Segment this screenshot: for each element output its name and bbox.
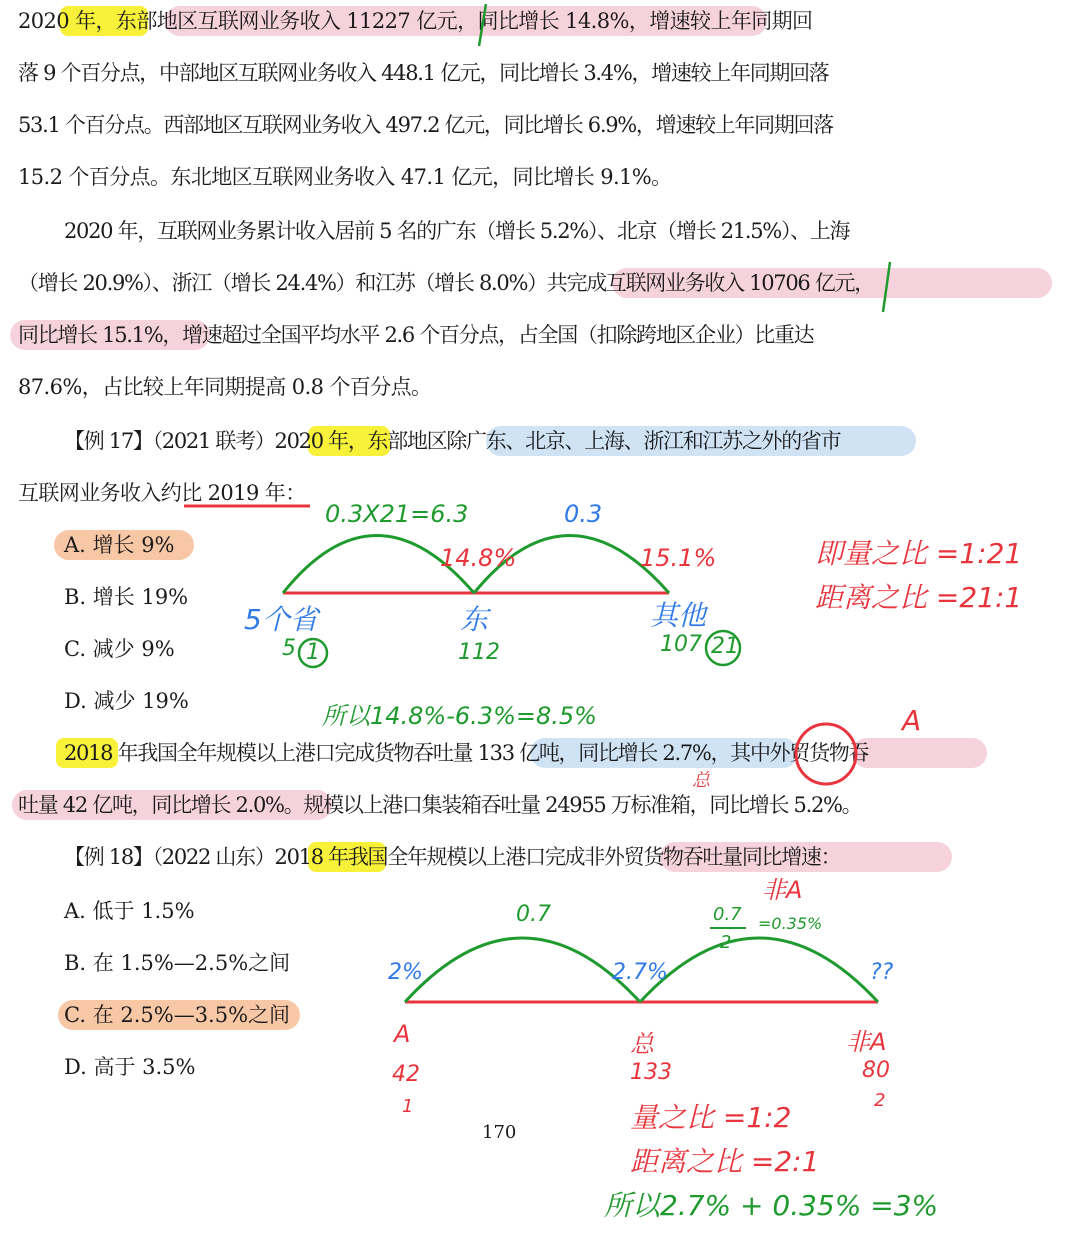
- comma-circle-mark: [796, 724, 856, 784]
- note-label-a: A: [394, 1020, 411, 1048]
- note-arc-right-17: 0.3: [564, 500, 603, 528]
- digit-slash-mark: [479, 4, 486, 46]
- text-line: 53.1 个百分点。西部地区互联网业务收入 497.2 亿元，同比增长 6.9%，增速较上年同期回落: [18, 113, 833, 137]
- option-a-17[interactable]: A. 增长 9%: [64, 533, 175, 557]
- note-value-others: 107: [660, 632, 702, 657]
- arc-right-18: [640, 938, 878, 1002]
- text-line: 2020 年，东部地区互联网业务收入 11227 亿元，同比增长 14.8%，增速较上年同期回: [18, 9, 813, 33]
- note-label-total: 总: [630, 1030, 654, 1058]
- option-d-18[interactable]: D. 高于 3.5%: [64, 1055, 196, 1079]
- note-quantity-ratio-17: 即量之比 =1:21: [815, 537, 1023, 570]
- option-c-18[interactable]: C. 在 2.5%—3.5%之间: [64, 1003, 291, 1027]
- note-value-east: 112: [458, 640, 500, 665]
- note-fraction-numerator: 0.7: [713, 904, 742, 925]
- text-line: 吐量 42 亿吨，同比增长 2.0%。规模以上港口集装箱吞吐量 24955 万标准箱，同比增长 5.2%。: [18, 793, 862, 817]
- note-ratio-others: 21: [711, 634, 739, 659]
- note-value-non-a: 80: [862, 1058, 890, 1083]
- note-distance-ratio-17: 距离之比 =21:1: [815, 581, 1023, 614]
- note-non-a-top: 非A: [762, 876, 803, 904]
- note-arc-left-18: 0.7: [516, 902, 551, 927]
- note-arc-left-17: 0.3X21=6.3: [325, 500, 469, 528]
- note-value-total: 133: [630, 1060, 672, 1085]
- option-c-17[interactable]: C. 减少 9%: [64, 637, 175, 661]
- note-ratio-a: 1: [402, 1096, 414, 1117]
- text-line: 87.6%，占比较上年同期提高 0.8 个百分点。: [18, 375, 432, 399]
- note-circled-a: A: [902, 704, 922, 737]
- note-ratio-non-a: 2: [874, 1090, 886, 1111]
- note-rate-total: 2.7%: [612, 960, 668, 985]
- option-b-18[interactable]: B. 在 1.5%—2.5%之间: [64, 951, 291, 975]
- note-conclusion-17: 所以14.8%-6.3%=8.5%: [322, 702, 597, 730]
- note-fraction-denominator: 2: [720, 932, 732, 953]
- note-label-5-provinces: 5个省: [244, 603, 318, 636]
- option-b-17[interactable]: B. 增长 19%: [64, 585, 189, 609]
- arc-left-18: [405, 938, 640, 1002]
- page-number: 170: [482, 1122, 517, 1143]
- note-label-others: 其他: [650, 599, 707, 632]
- option-d-17[interactable]: D. 减少 19%: [64, 689, 189, 713]
- digit-slash-mark: [883, 262, 890, 312]
- question-17-stem: 【例 17】（2021 联考）2020 年，东部地区除广东、北京、上海、浙江和江苏之外的省市: [64, 429, 841, 453]
- note-quantity-ratio-18: 量之比 =1:2: [630, 1101, 792, 1134]
- note-total-mark: 总: [692, 770, 710, 791]
- option-a-18[interactable]: A. 低于 1.5%: [64, 899, 195, 923]
- note-rate-east: 14.8%: [440, 544, 517, 572]
- note-conclusion-18: 所以2.7% + 0.35% =3%: [604, 1189, 939, 1222]
- text-line: 落 9 个百分点，中部地区互联网业务收入 448.1 亿元，同比增长 3.4%，增速较上年同期回落: [18, 61, 829, 85]
- question-17-stem: 互联网业务收入约比 2019 年：: [18, 481, 306, 505]
- text-line: 2018 年我国全年规模以上港口完成货物吞吐量 133 亿吨，同比增长 2.7%，其中外贸货物吞: [64, 741, 869, 765]
- note-rate-a: 2%: [388, 960, 423, 985]
- note-rate-non-a: ??: [870, 960, 894, 985]
- text-line: （增长 20.9%）、浙江（增长 24.4%）和江苏（增长 8.0%）共完成互联网业务收入 10706 亿元，: [18, 271, 874, 295]
- text-line: 2020 年，互联网业务累计收入居前 5 名的广东（增长 5.2%）、北京（增长 21.5%）、上海: [64, 219, 850, 243]
- note-ratio-5-provinces: 1: [306, 640, 320, 665]
- text-line: 同比增长 15.1%，增速超过全国平均水平 2.6 个百分点，占全国（扣除跨地区企业）比重达: [18, 323, 814, 347]
- note-value-a: 42: [392, 1062, 420, 1087]
- note-distance-ratio-18: 距离之比 =2:1: [630, 1145, 820, 1178]
- note-value-5-provinces: 5: [282, 636, 296, 661]
- text-line: 15.2 个百分点。东北地区互联网业务收入 47.1 亿元，同比增长 9.1%。: [18, 165, 672, 189]
- note-rate-others: 15.1%: [640, 544, 717, 572]
- note-fraction-result: =0.35%: [758, 914, 823, 933]
- note-label-non-a: 非A: [846, 1028, 887, 1056]
- note-label-east: 东: [460, 603, 489, 636]
- question-18-stem: 【例 18】（2022 山东）2018 年我国全年规模以上港口完成非外贸货物吞吐量同比增速：: [64, 845, 841, 869]
